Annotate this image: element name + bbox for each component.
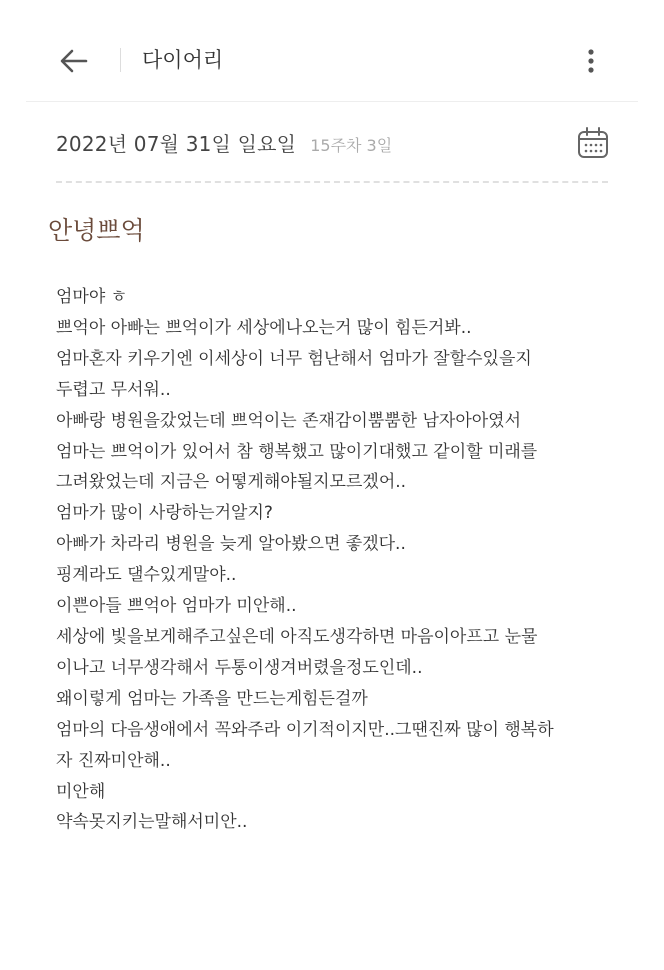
entry-line: 아빠랑 병원을갔었는데 쁘억이는 존재감이뿜뿜한 남자아아였서 [56, 410, 522, 431]
app-header [0, 0, 664, 102]
calendar-icon [576, 126, 610, 160]
more-options-button[interactable] [576, 44, 606, 78]
entry-line: 핑계라도 댈수있게말야.. [56, 565, 237, 586]
entry-line: 왜이렇게 엄마는 가족을 만드는게힘든걸까 [56, 688, 368, 709]
back-button[interactable] [56, 44, 92, 78]
header-separator [26, 101, 638, 102]
entry-body [56, 282, 628, 838]
entry-line: 엄마의 다음생애에서 꼭와주라 이기적이지만..그땐진짜 많이 행복하 [56, 719, 554, 740]
entry-line: 쁘억아 아빠는 쁘억이가 세상에나오는거 많이 힘든거봐.. [56, 317, 472, 338]
calendar-button[interactable] [574, 124, 612, 162]
arrow-left-icon [60, 49, 88, 73]
entry-line: 자 진짜미안해.. [56, 750, 171, 771]
entry-line: 엄마야 ㅎ [56, 287, 128, 307]
entry-line: 엄마가 많이 사랑하는거알지? [56, 503, 273, 524]
entry-line: 이나고 너무생각해서 두통이생겨버렸을정도인데.. [56, 657, 423, 678]
entry-title: 안녕쁘억 [48, 216, 145, 245]
entry-line: 이쁜아들 쁘억아 엄마가 미안해.. [56, 596, 297, 617]
entry-date: 2022년 07월 31일 일요일 [56, 132, 297, 156]
entry-line: 아빠가 차라리 병원을 늦게 알아봤으면 좋겠다.. [56, 534, 406, 555]
entry-line: 엄마는 쁘억이가 있어서 참 행복했고 많이기대했고 같이할 미래를 [56, 441, 538, 462]
date-row [56, 128, 392, 160]
entry-line: 약속못지키는말해서미안.. [56, 812, 248, 833]
more-vertical-icon [587, 48, 595, 74]
entry-line: 엄마혼자 키우기엔 이세상이 너무 험난해서 엄마가 잘할수있을지 [56, 348, 532, 369]
header-divider [120, 48, 121, 72]
page-title: 다이어리 [142, 48, 224, 72]
entry-line: 미안해 [56, 781, 106, 802]
date-separator [56, 181, 608, 183]
entry-line: 그려왔었는데 지금은 어떻게해야될지모르겠어.. [56, 472, 407, 493]
entry-line: 세상에 빛을보게해주고싶은데 아직도생각하면 마음이아프고 눈물 [56, 626, 538, 647]
entry-line: 두렵고 무서워.. [56, 379, 171, 400]
pregnancy-week: 15주차 3일 [310, 136, 393, 155]
